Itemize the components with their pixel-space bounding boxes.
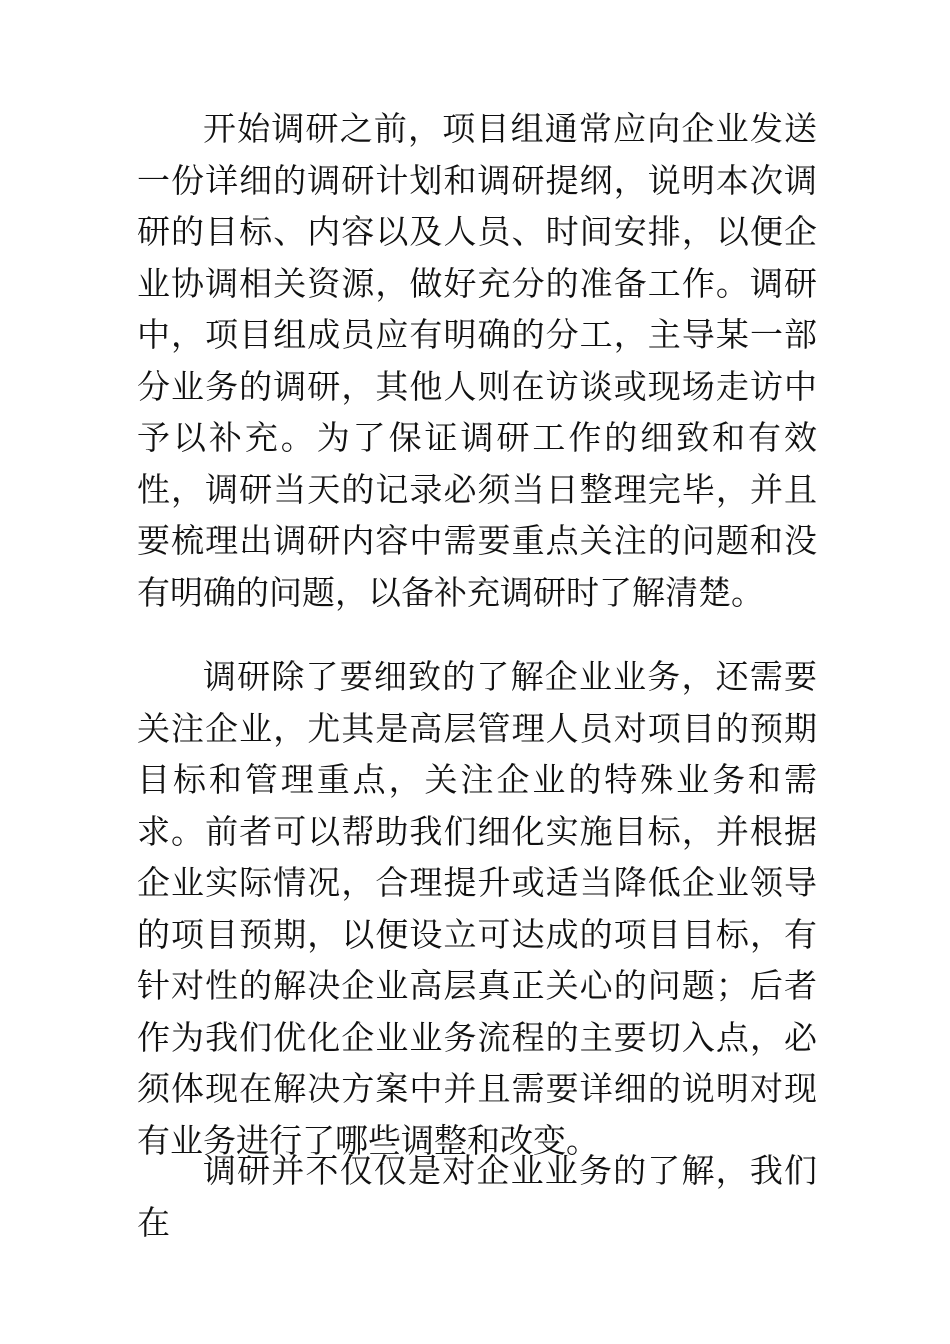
paragraph-research-focus: 调研除了要细致的了解企业业务，还需要关注企业，尤其是高层管理人员对项目的预期目标和管理重点，关注企业的特殊业务和需求。前者可以帮助我们细化实施目标，并根据企业实际情况，合理提升或适当降低企业领导的项目预期，以便设立可达成的项目目标，有针对性的解决企业高层真正关心的问题；后者作为我们优化企业业务流程的主要切入点，必须体现在解决方案中并且需要详细的说明对现有业务进行了哪些调整和改变。 xyxy=(137,657,817,1160)
paragraph-research-preparation: 开始调研之前，项目组通常应向企业发送一份详细的调研计划和调研提纲，说明本次调研的目标、内容以及人员、时间安排，以便企业协调相关资源，做好充分的准备工作。调研中，项目组成员应有明确的分工，主导某一部分业务的调研，其他人则在访谈或现场走访中予以补充。为了保证调研工作的细致和有效性，调研当天的记录必须当日整理完毕，并且要梳理出调研内容中需要重点关注的问题和没有明确的问题，以备补充调研时了解清楚。 xyxy=(137,109,817,612)
paragraph-research-scope: 调研并不仅仅是对企业业务的了解，我们在 xyxy=(137,1151,817,1242)
